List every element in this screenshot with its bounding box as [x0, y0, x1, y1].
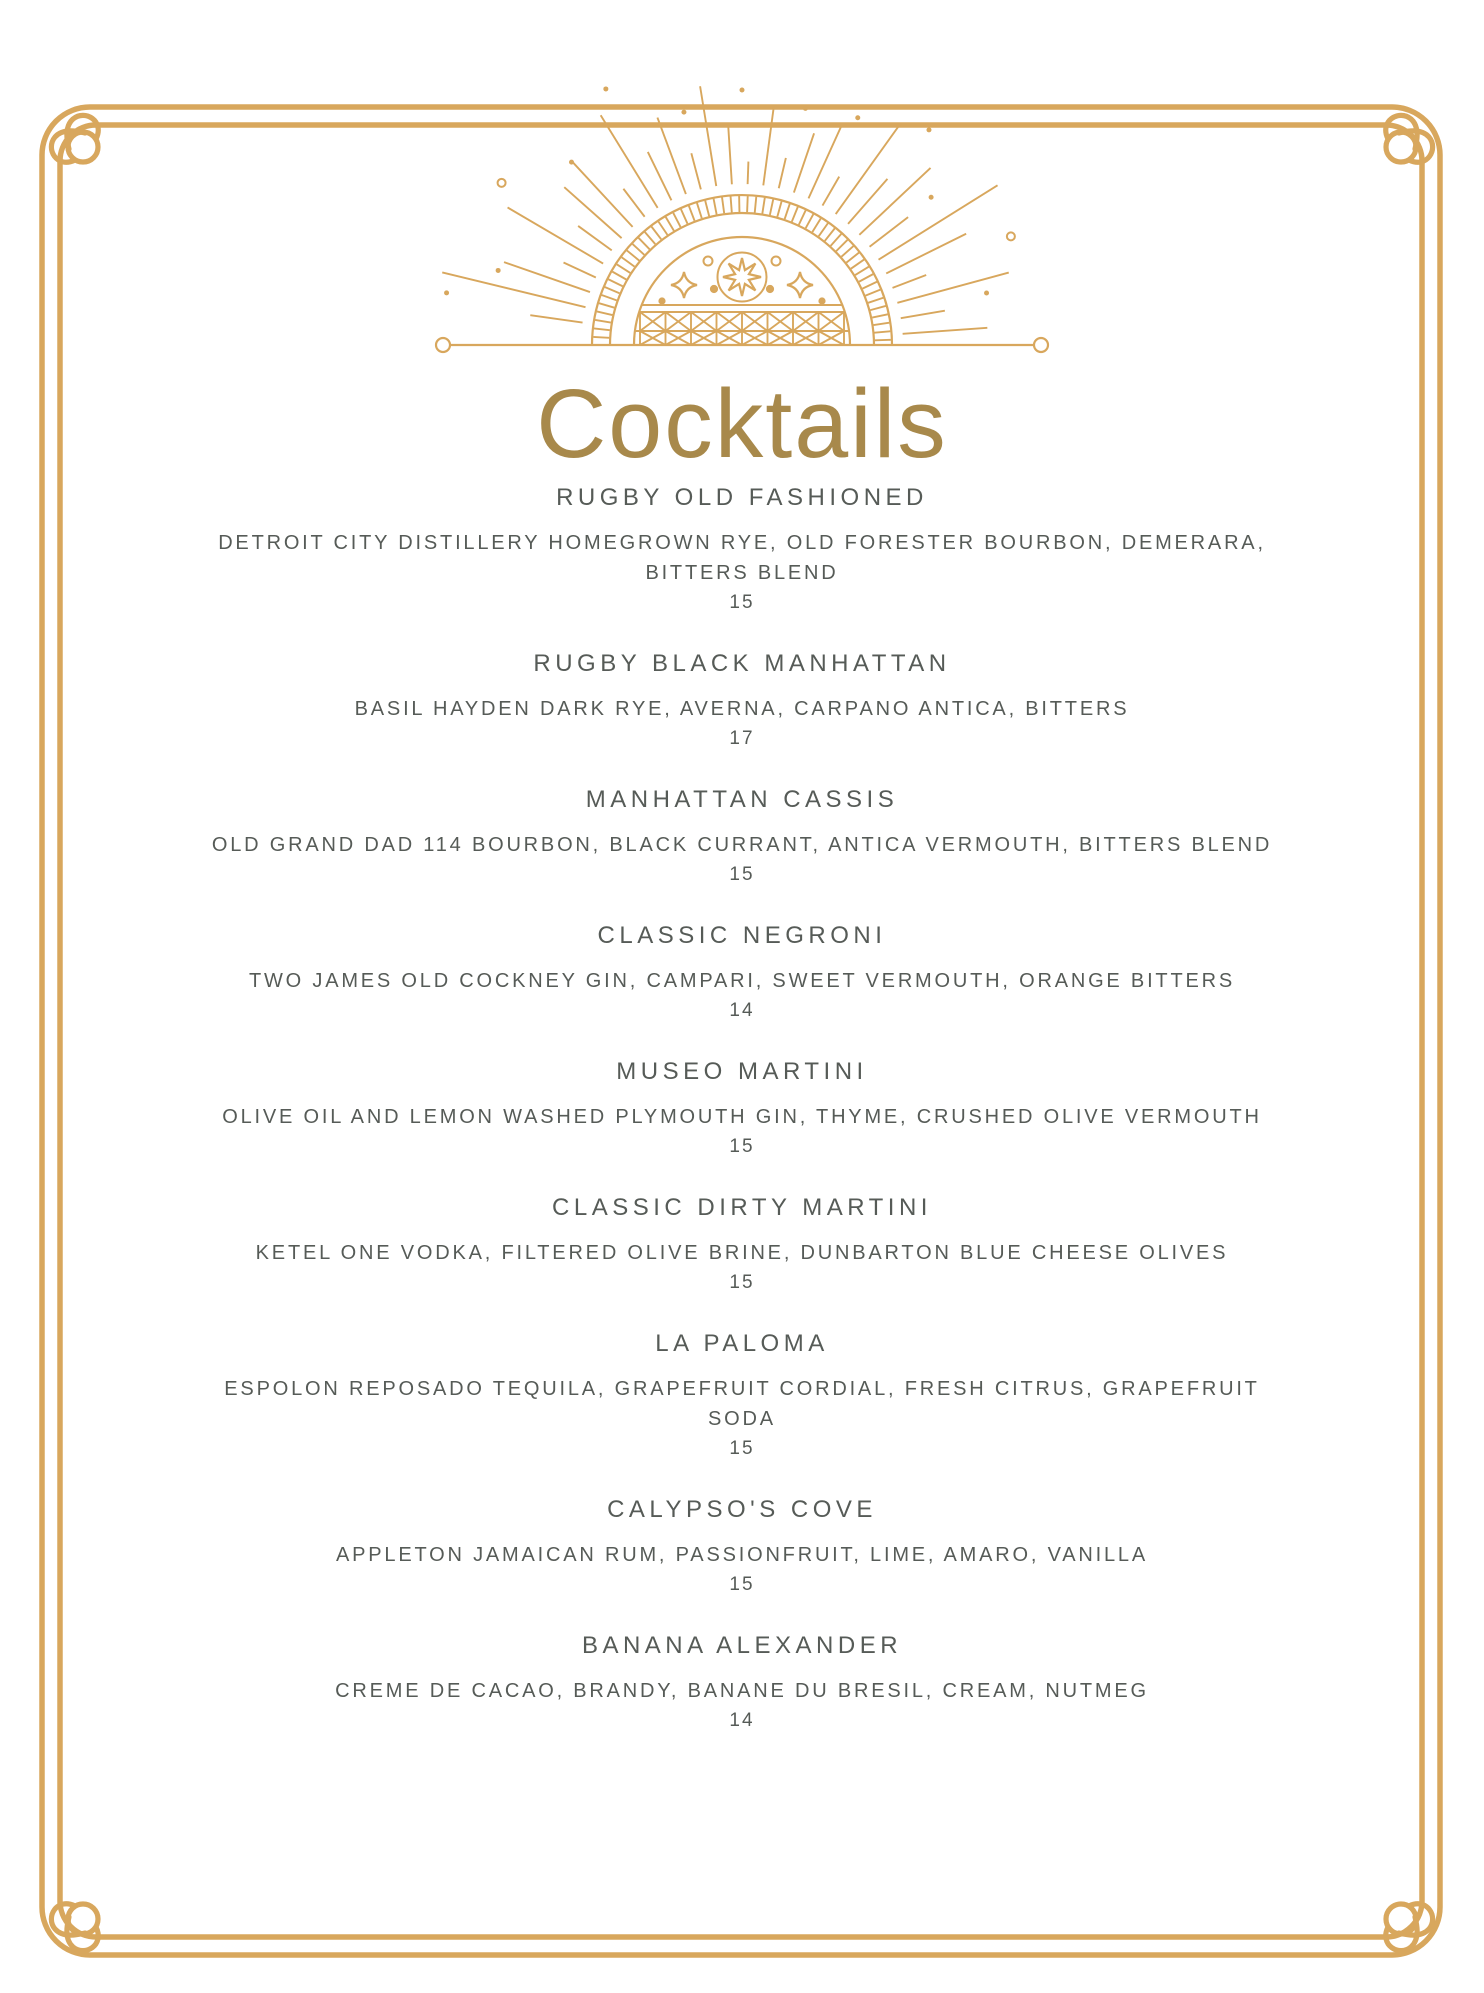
menu-item: [42, 484, 1442, 618]
menu-item-ingredients: [42, 1102, 1442, 1132]
menu-item-ingredient-line: CREME DE CACAO, BRANDY, BANANE DU BRESIL, CREAM, NUTMEG: [42, 1676, 1442, 1706]
sunburst-icon: [362, 73, 1122, 373]
menu-item-price: 15: [42, 1268, 1442, 1298]
menu-item-name: CALYPSO'S COVE: [42, 1496, 1442, 1524]
menu-item: [42, 650, 1442, 754]
menu-item: [42, 1632, 1442, 1736]
menu-item-ingredients: [42, 966, 1442, 996]
menu-item-price: 15: [42, 1570, 1442, 1600]
menu-item: [42, 1496, 1442, 1600]
menu-item-ingredients: [42, 694, 1442, 724]
menu-item-ingredients: [42, 1238, 1442, 1268]
menu-item-ingredient-line: BASIL HAYDEN DARK RYE, AVERNA, CARPANO ANTICA, BITTERS: [42, 694, 1442, 724]
menu-item-ingredient-line: TWO JAMES OLD COCKNEY GIN, CAMPARI, SWEET VERMOUTH, ORANGE BITTERS: [42, 966, 1442, 996]
menu-item-ingredient-line: OLIVE OIL AND LEMON WASHED PLYMOUTH GIN, THYME, CRUSHED OLIVE VERMOUTH: [42, 1102, 1442, 1132]
menu-item-ingredients: [42, 1676, 1442, 1706]
menu-item-ingredients: [42, 1374, 1442, 1434]
menu-item-name: RUGBY OLD FASHIONED: [42, 484, 1442, 512]
menu-item-price: 15: [42, 1434, 1442, 1464]
menu-item-name: CLASSIC DIRTY MARTINI: [42, 1194, 1442, 1222]
menu-item-ingredients: [42, 830, 1442, 860]
menu-item-name: RUGBY BLACK MANHATTAN: [42, 650, 1442, 678]
corner-knot-icon: [1386, 1904, 1433, 1951]
menu-item: [42, 1058, 1442, 1162]
menu-item-name: LA PALOMA: [42, 1330, 1442, 1358]
menu-item-name: BANANA ALEXANDER: [42, 1632, 1442, 1660]
menu-page: [0, 73, 1484, 1993]
menu-item: [42, 1194, 1442, 1298]
menu-item-ingredient-line: APPLETON JAMAICAN RUM, PASSIONFRUIT, LIME, AMARO, VANILLA: [42, 1540, 1442, 1570]
menu-item-price: 15: [42, 588, 1442, 618]
menu-item-price: 17: [42, 724, 1442, 754]
menu-item-ingredient-line: BITTERS BLEND: [42, 558, 1442, 588]
page-title: Cocktails: [0, 375, 1484, 472]
menu-item-ingredients: [42, 1540, 1442, 1570]
menu-item: [42, 1330, 1442, 1464]
menu-item: [42, 922, 1442, 1026]
menu-item: [42, 786, 1442, 890]
menu-item-price: 15: [42, 1132, 1442, 1162]
menu-item-name: MUSEO MARTINI: [42, 1058, 1442, 1086]
menu-item-ingredients: [42, 528, 1442, 588]
menu-item-name: CLASSIC NEGRONI: [42, 922, 1442, 950]
menu-list: [42, 484, 1442, 1736]
menu-item-ingredient-line: SODA: [42, 1404, 1442, 1434]
menu-item-ingredient-line: OLD GRAND DAD 114 BOURBON, BLACK CURRANT, ANTICA VERMOUTH, BITTERS BLEND: [42, 830, 1442, 860]
menu-item-price: 15: [42, 860, 1442, 890]
menu-item-ingredient-line: DETROIT CITY DISTILLERY HOMEGROWN RYE, OLD FORESTER BOURBON, DEMERARA,: [42, 528, 1442, 558]
menu-item-price: 14: [42, 996, 1442, 1026]
menu-item-ingredient-line: KETEL ONE VODKA, FILTERED OLIVE BRINE, DUNBARTON BLUE CHEESE OLIVES: [42, 1238, 1442, 1268]
corner-knot-icon: [51, 1904, 98, 1951]
menu-item-ingredient-line: ESPOLON REPOSADO TEQUILA, GRAPEFRUIT CORDIAL, FRESH CITRUS, GRAPEFRUIT: [42, 1374, 1442, 1404]
menu-item-price: 14: [42, 1706, 1442, 1736]
menu-header: [0, 73, 1484, 472]
menu-item-name: MANHATTAN CASSIS: [42, 786, 1442, 814]
